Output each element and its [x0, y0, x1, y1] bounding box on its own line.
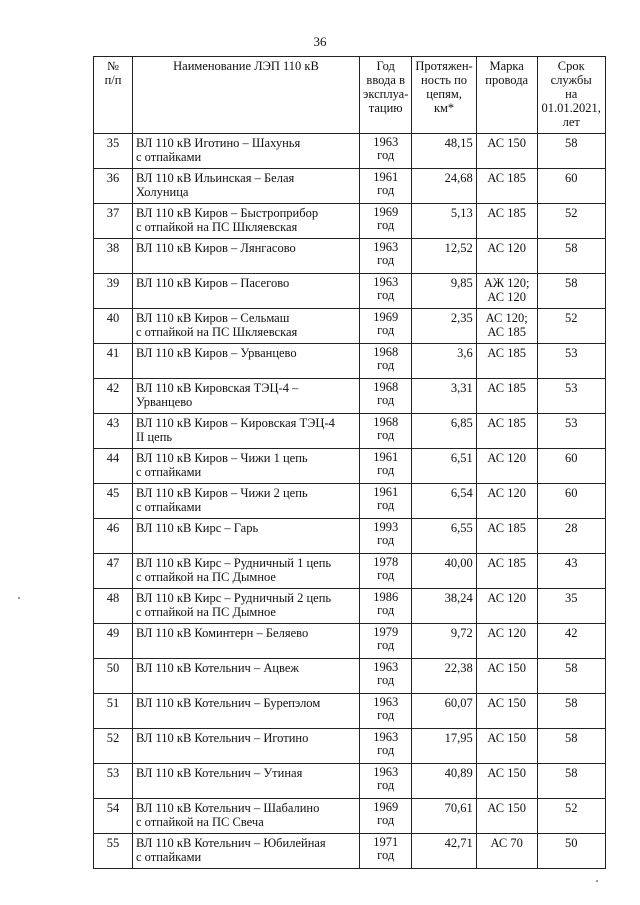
line-name: ВЛ 110 кВ Котельнич – Иготино	[133, 729, 360, 764]
line-name: ВЛ 110 кВ Кировская ТЭЦ-4 – Урванцево	[133, 379, 360, 414]
wire-brand: АС 150	[476, 659, 537, 694]
header-num: № п/п	[94, 57, 133, 134]
line-length: 6,55	[412, 519, 476, 554]
row-number: 41	[94, 344, 133, 379]
table-row	[94, 239, 606, 274]
line-length: 3,6	[412, 344, 476, 379]
line-name: ВЛ 110 кВ Ильинская – Белая Холуница	[133, 169, 360, 204]
header-life: Срок службы на 01.01.2021, лет	[537, 57, 605, 134]
row-number: 42	[94, 379, 133, 414]
wire-brand: АС 120	[476, 449, 537, 484]
service-life: 58	[537, 659, 605, 694]
wire-brand: АС 185	[476, 344, 537, 379]
commission-year: 1963 год	[360, 659, 412, 694]
service-life: 50	[537, 834, 605, 869]
wire-brand: АС 150	[476, 694, 537, 729]
line-length: 38,24	[412, 589, 476, 624]
commission-year: 1963 год	[360, 694, 412, 729]
table-row	[94, 309, 606, 344]
row-number: 54	[94, 799, 133, 834]
service-life: 58	[537, 274, 605, 309]
service-life: 53	[537, 414, 605, 449]
service-life: 58	[537, 764, 605, 799]
commission-year: 1969 год	[360, 204, 412, 239]
table-row	[94, 834, 606, 869]
wire-brand: АС 150	[476, 134, 537, 169]
line-name: ВЛ 110 кВ Киров – Урванцево	[133, 344, 360, 379]
commission-year: 1963 год	[360, 764, 412, 799]
table-row	[94, 624, 606, 659]
service-life: 58	[537, 134, 605, 169]
line-length: 70,61	[412, 799, 476, 834]
row-number: 45	[94, 484, 133, 519]
line-name: ВЛ 110 кВ Котельнич – Бурепэлом	[133, 694, 360, 729]
table-row	[94, 204, 606, 239]
table-row	[94, 519, 606, 554]
row-number: 55	[94, 834, 133, 869]
table-row	[94, 694, 606, 729]
table-row	[94, 344, 606, 379]
line-length: 42,71	[412, 834, 476, 869]
wire-brand: АС 120	[476, 484, 537, 519]
wire-brand: АС 185	[476, 169, 537, 204]
header-name: Наименование ЛЭП 110 кВ	[133, 57, 360, 134]
table-row	[94, 554, 606, 589]
wire-brand: АС 185	[476, 554, 537, 589]
header-year: Год ввода в эксплуа- тацию	[360, 57, 412, 134]
service-life: 52	[537, 309, 605, 344]
line-length: 3,31	[412, 379, 476, 414]
scan-speck	[18, 597, 20, 599]
line-length: 6,54	[412, 484, 476, 519]
service-life: 58	[537, 694, 605, 729]
row-number: 52	[94, 729, 133, 764]
commission-year: 1978 год	[360, 554, 412, 589]
wire-brand: АС 150	[476, 764, 537, 799]
row-number: 49	[94, 624, 133, 659]
table-row	[94, 449, 606, 484]
service-life: 53	[537, 344, 605, 379]
line-length: 9,72	[412, 624, 476, 659]
row-number: 43	[94, 414, 133, 449]
wire-brand: АС 120	[476, 624, 537, 659]
wire-brand: АС 185	[476, 379, 537, 414]
line-name: ВЛ 110 кВ Киров – Чижи 1 цепь с отпайками	[133, 449, 360, 484]
line-length: 40,89	[412, 764, 476, 799]
line-name: ВЛ 110 кВ Киров – Пасегово	[133, 274, 360, 309]
line-name: ВЛ 110 кВ Котельнич – Юбилейная с отпайками	[133, 834, 360, 869]
line-length: 2,35	[412, 309, 476, 344]
wire-brand: АС 70	[476, 834, 537, 869]
service-life: 60	[537, 449, 605, 484]
line-name: ВЛ 110 кВ Котельнич – Ацвеж	[133, 659, 360, 694]
line-length: 12,52	[412, 239, 476, 274]
commission-year: 1986 год	[360, 589, 412, 624]
line-length: 9,85	[412, 274, 476, 309]
service-life: 52	[537, 204, 605, 239]
service-life: 43	[537, 554, 605, 589]
service-life: 60	[537, 484, 605, 519]
commission-year: 1963 год	[360, 729, 412, 764]
commission-year: 1963 год	[360, 239, 412, 274]
power-lines-table	[93, 56, 606, 869]
commission-year: 1971 год	[360, 834, 412, 869]
row-number: 38	[94, 239, 133, 274]
table-row	[94, 169, 606, 204]
table-row	[94, 589, 606, 624]
table-row	[94, 729, 606, 764]
row-number: 47	[94, 554, 133, 589]
scan-speck	[596, 880, 598, 882]
service-life: 35	[537, 589, 605, 624]
line-name: ВЛ 110 кВ Киров – Кировская ТЭЦ-4 II цепь	[133, 414, 360, 449]
service-life: 58	[537, 239, 605, 274]
line-name: ВЛ 110 кВ Киров – Лянгасово	[133, 239, 360, 274]
service-life: 42	[537, 624, 605, 659]
service-life: 52	[537, 799, 605, 834]
wire-brand: АС 150	[476, 799, 537, 834]
line-name: ВЛ 110 кВ Кирс – Рудничный 2 цепь с отпайкой на ПС Дымное	[133, 589, 360, 624]
table-header-row	[94, 57, 606, 134]
line-name: ВЛ 110 кВ Котельнич – Утиная	[133, 764, 360, 799]
header-brand: Марка провода	[476, 57, 537, 134]
table-row	[94, 764, 606, 799]
table-row	[94, 659, 606, 694]
page-number: 36	[313, 34, 327, 49]
line-name: ВЛ 110 кВ Кирс – Гарь	[133, 519, 360, 554]
header-length: Протяжен- ность по цепям, км*	[412, 57, 476, 134]
line-name: ВЛ 110 кВ Киров – Чижи 2 цепь с отпайками	[133, 484, 360, 519]
row-number: 48	[94, 589, 133, 624]
commission-year: 1961 год	[360, 449, 412, 484]
wire-brand: АС 120; АС 185	[476, 309, 537, 344]
wire-brand: АЖ 120; АС 120	[476, 274, 537, 309]
table-row	[94, 274, 606, 309]
table-row	[94, 799, 606, 834]
service-life: 28	[537, 519, 605, 554]
commission-year: 1963 год	[360, 274, 412, 309]
commission-year: 1979 год	[360, 624, 412, 659]
line-length: 24,68	[412, 169, 476, 204]
row-number: 44	[94, 449, 133, 484]
wire-brand: АС 150	[476, 729, 537, 764]
service-life: 58	[537, 729, 605, 764]
line-name: ВЛ 110 кВ Киров – Сельмаш с отпайкой на ПС Шкляевская	[133, 309, 360, 344]
row-number: 46	[94, 519, 133, 554]
table-row	[94, 484, 606, 519]
line-length: 17,95	[412, 729, 476, 764]
wire-brand: АС 185	[476, 204, 537, 239]
line-name: ВЛ 110 кВ Коминтерн – Беляево	[133, 624, 360, 659]
table-row	[94, 414, 606, 449]
commission-year: 1969 год	[360, 799, 412, 834]
line-name: ВЛ 110 кВ Киров – Быстроприбор с отпайкой на ПС Шкляевская	[133, 204, 360, 239]
wire-brand: АС 120	[476, 589, 537, 624]
line-length: 6,51	[412, 449, 476, 484]
line-length: 60,07	[412, 694, 476, 729]
commission-year: 1968 год	[360, 379, 412, 414]
wire-brand: АС 185	[476, 519, 537, 554]
row-number: 37	[94, 204, 133, 239]
row-number: 39	[94, 274, 133, 309]
row-number: 51	[94, 694, 133, 729]
line-length: 6,85	[412, 414, 476, 449]
line-name: ВЛ 110 кВ Котельнич – Шабалино с отпайкой на ПС Свеча	[133, 799, 360, 834]
line-length: 22,38	[412, 659, 476, 694]
row-number: 40	[94, 309, 133, 344]
row-number: 36	[94, 169, 133, 204]
service-life: 53	[537, 379, 605, 414]
line-length: 5,13	[412, 204, 476, 239]
row-number: 35	[94, 134, 133, 169]
commission-year: 1963 год	[360, 134, 412, 169]
wire-brand: АС 120	[476, 239, 537, 274]
table-row	[94, 134, 606, 169]
line-name: ВЛ 110 кВ Иготино – Шахунья с отпайками	[133, 134, 360, 169]
commission-year: 1961 год	[360, 169, 412, 204]
wire-brand: АС 185	[476, 414, 537, 449]
table-row	[94, 379, 606, 414]
row-number: 53	[94, 764, 133, 799]
line-length: 48,15	[412, 134, 476, 169]
line-length: 40,00	[412, 554, 476, 589]
commission-year: 1968 год	[360, 344, 412, 379]
commission-year: 1961 год	[360, 484, 412, 519]
commission-year: 1968 год	[360, 414, 412, 449]
commission-year: 1969 год	[360, 309, 412, 344]
line-name: ВЛ 110 кВ Кирс – Рудничный 1 цепь с отпайкой на ПС Дымное	[133, 554, 360, 589]
commission-year: 1993 год	[360, 519, 412, 554]
row-number: 50	[94, 659, 133, 694]
service-life: 60	[537, 169, 605, 204]
